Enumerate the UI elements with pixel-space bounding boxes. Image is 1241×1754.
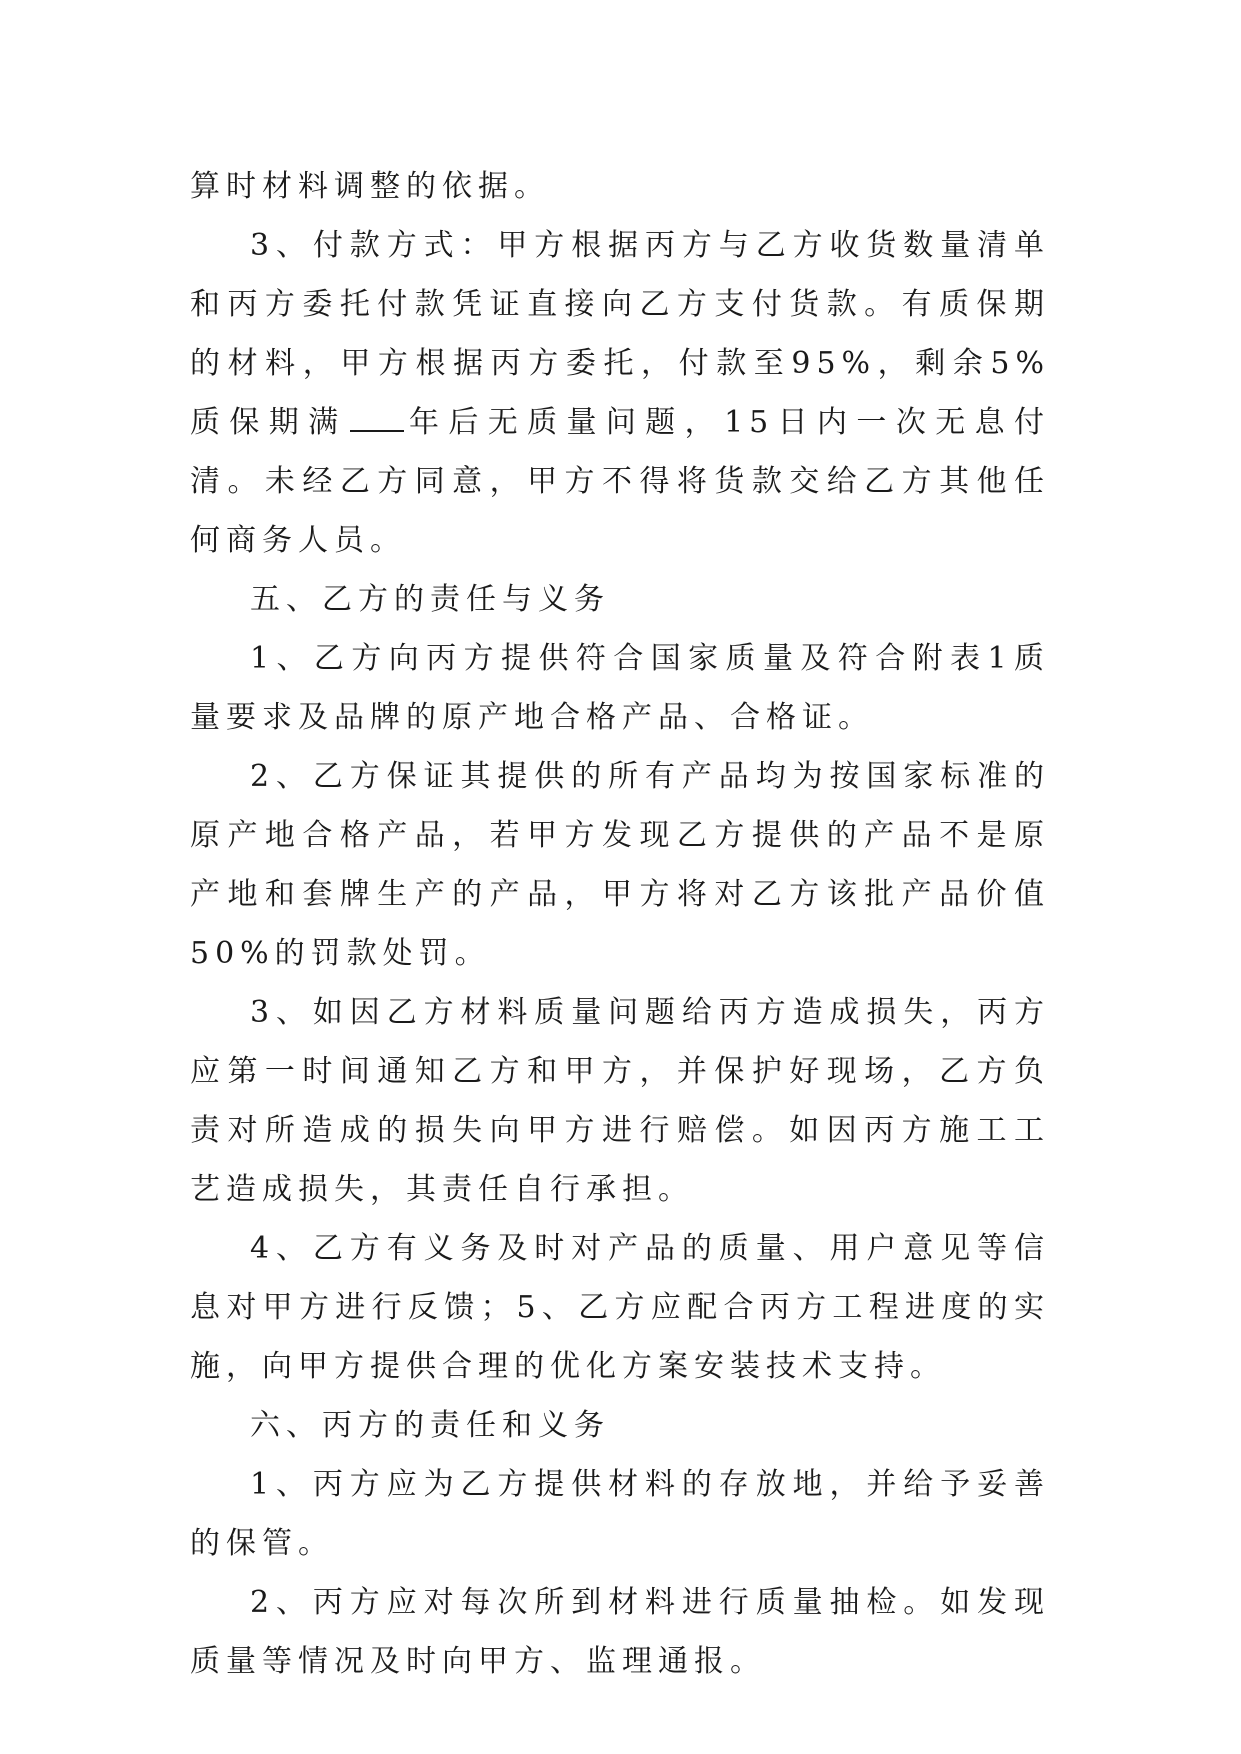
payment-method-text-1: 3、付款方式：甲方根据丙方与乙方收货数量清单和丙方委托付款凭证直接向乙方支付货款。有质保期的材料，甲方根据丙方委托，付款至95%，剩余5%质保期满 (190, 228, 1050, 440)
blank-year-field (350, 406, 404, 432)
paragraph-party-c-2: 2、丙方应对每次所到材料进行质量抽检。如发现质量等情况及时向甲方、监理通报。 (190, 1585, 1050, 1679)
paragraph-party-b-1: 1、乙方向丙方提供符合国家质量及符合附表1质量要求及品牌的原产地合格产品、合格证。 (190, 641, 1050, 735)
section-heading-party-b: 五、乙方的责任与义务 (250, 582, 610, 617)
document-body (190, 157, 1050, 1691)
paragraph-party-b-2: 2、乙方保证其提供的所有产品均为按国家标准的原产地合格产品，若甲方发现乙方提供的产品不是原产地和套牌生产的产品，甲方将对乙方该批产品价值50%的罚款处罚。 (190, 759, 1050, 971)
paragraph-party-b-4: 4、乙方有义务及时对产品的质量、用户意见等信息对甲方进行反馈；5、乙方应配合丙方工程进度的实施，向甲方提供合理的优化方案安装技术支持。 (190, 1231, 1050, 1384)
paragraph-payment-method (190, 216, 1050, 570)
section-heading-party-c: 六、丙方的责任和义务 (250, 1408, 610, 1443)
paragraph-party-c-1: 1、丙方应为乙方提供材料的存放地，并给予妥善的保管。 (190, 1467, 1050, 1561)
paragraph-continuation: 算时材料调整的依据。 (190, 169, 550, 204)
paragraph-party-b-3: 3、如因乙方材料质量问题给丙方造成损失，丙方应第一时间通知乙方和甲方，并保护好现场，乙方负责对所造成的损失向甲方进行赔偿。如因丙方施工工艺造成损失，其责任自行承担。 (190, 995, 1050, 1207)
payment-method-text-2: 年后无质量问题，15日内一次无息付清。未经乙方同意，甲方不得将货款交给乙方其他任何商务人员。 (190, 405, 1050, 558)
